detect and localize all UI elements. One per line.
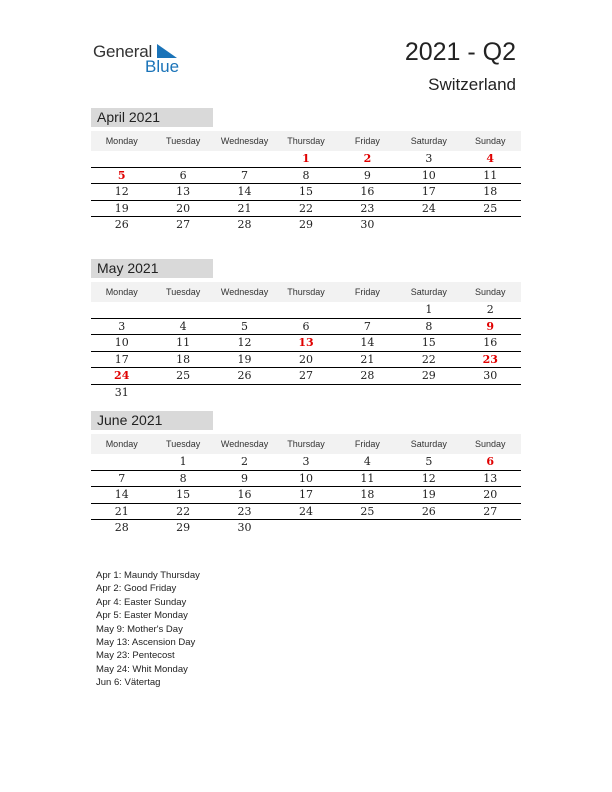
day-cell (152, 151, 213, 167)
day-cell: 15 (176, 488, 191, 501)
day-cell: 14 (237, 185, 252, 198)
day-cell (275, 302, 336, 318)
holiday-item: Apr 5: Easter Monday (96, 610, 188, 622)
logo (93, 42, 193, 78)
day-cell: 14 (360, 336, 375, 349)
day-cell: 10 (298, 471, 313, 485)
month-label: May 2021 (91, 259, 213, 278)
day-cell: 27 (483, 504, 498, 518)
day-cell: 29 (421, 369, 436, 382)
week-row (91, 504, 521, 521)
weekday-header: Sunday (474, 287, 506, 297)
weekday-header: Thursday (287, 439, 325, 449)
day-cell: 8 (425, 319, 433, 333)
week-row (91, 151, 521, 168)
day-cell: 3 (118, 319, 126, 333)
week-row (91, 368, 521, 385)
day-cell: 26 (237, 369, 252, 382)
holiday-item: May 13: Ascension Day (96, 637, 196, 649)
weekday-header-row (91, 434, 521, 454)
day-cell (460, 217, 521, 233)
holiday-item: May 9: Mother's Day (96, 623, 183, 635)
day-cell: 21 (360, 352, 375, 366)
day-cell: 17 (298, 488, 313, 501)
day-cell: 5 (241, 319, 249, 333)
day-cell (152, 302, 213, 318)
weekday-header: Friday (354, 439, 380, 449)
logo-blue-text: Blue (145, 57, 180, 76)
day-cell: 19 (237, 352, 252, 366)
day-cell: 3 (425, 152, 433, 165)
day-cell: 6 (486, 455, 495, 468)
day-cell: 22 (176, 504, 191, 518)
day-cell (460, 520, 521, 536)
day-cell: 22 (298, 201, 313, 215)
day-cell: 25 (176, 369, 191, 382)
day-cell: 13 (298, 336, 314, 349)
day-cell: 20 (483, 488, 498, 501)
weekday-header: Saturday (410, 136, 447, 146)
weekday-header: Wednesday (220, 439, 269, 449)
week-row (91, 302, 521, 319)
day-cell: 26 (114, 218, 129, 231)
week-row (91, 471, 521, 488)
day-cell: 28 (360, 369, 375, 382)
weekday-header: Monday (105, 439, 138, 449)
holiday-item: May 23: Pentecost (96, 650, 175, 662)
day-cell: 22 (421, 352, 436, 366)
day-cell (214, 302, 275, 318)
day-cell: 17 (421, 185, 436, 198)
weekday-header: Monday (105, 136, 138, 146)
day-cell: 7 (241, 168, 249, 182)
day-cell: 24 (114, 369, 130, 382)
day-cell: 11 (176, 336, 191, 349)
day-cell: 21 (114, 504, 129, 518)
day-cell: 17 (114, 352, 129, 366)
day-cell: 3 (302, 455, 310, 468)
day-cell: 7 (363, 319, 371, 333)
day-cell: 18 (360, 488, 375, 501)
day-cell: 26 (421, 504, 436, 518)
weekday-header: Tuesday (166, 136, 201, 146)
day-cell: 24 (298, 504, 313, 518)
day-cell: 11 (360, 471, 375, 485)
holiday-item: Apr 2: Good Friday (96, 583, 177, 595)
day-cell: 27 (298, 369, 313, 382)
day-cell: 13 (483, 471, 498, 485)
day-cell: 18 (483, 185, 498, 198)
month-label: April 2021 (91, 108, 213, 127)
weekday-header: Thursday (287, 287, 325, 297)
holiday-item: May 24: Whit Monday (96, 663, 188, 675)
day-cell: 23 (360, 201, 375, 215)
day-cell: 19 (114, 201, 129, 215)
day-cell (275, 520, 336, 536)
weekday-header: Thursday (287, 136, 325, 146)
day-cell: 4 (179, 319, 187, 333)
day-cell: 4 (486, 152, 495, 165)
week-row (91, 201, 521, 218)
day-cell: 29 (298, 218, 313, 231)
month-june (91, 411, 521, 536)
holiday-item: Apr 4: Easter Sunday (96, 596, 187, 608)
day-cell: 9 (241, 471, 249, 485)
day-cell: 2 (241, 455, 249, 468)
holiday-list (96, 569, 200, 690)
day-cell (337, 520, 398, 536)
page-title: 2021 - Q2 (404, 38, 516, 66)
day-cell: 1 (302, 152, 310, 165)
day-cell: 20 (298, 352, 313, 366)
day-cell: 20 (176, 201, 191, 215)
day-cell (275, 385, 336, 401)
day-cell (91, 151, 152, 167)
day-cell: 10 (114, 336, 129, 349)
day-cell: 18 (176, 352, 191, 366)
day-cell: 28 (114, 521, 129, 534)
day-cell: 11 (483, 168, 498, 182)
day-cell: 9 (363, 168, 371, 182)
day-cell (398, 385, 459, 401)
day-cell (214, 151, 275, 167)
day-cell: 4 (363, 455, 371, 468)
day-cell: 6 (179, 168, 187, 182)
day-cell: 25 (360, 504, 375, 518)
day-cell: 12 (114, 185, 129, 198)
page-subtitle: Switzerland (428, 75, 516, 94)
day-cell: 30 (237, 521, 252, 534)
holiday-item: Apr 1: Maundy Thursday (96, 570, 200, 581)
logo-general-text: General (93, 42, 153, 61)
month-label: June 2021 (91, 411, 213, 430)
day-cell (337, 302, 398, 318)
weekday-header: Tuesday (166, 287, 201, 297)
day-cell: 10 (421, 168, 436, 182)
day-cell (152, 385, 213, 401)
weekday-header-row (91, 131, 521, 151)
day-cell: 9 (486, 319, 495, 333)
week-row (91, 454, 521, 471)
weekday-header: Sunday (474, 136, 506, 146)
weekday-header: Wednesday (220, 287, 269, 297)
day-cell: 2 (486, 303, 494, 316)
day-cell (214, 385, 275, 401)
day-cell: 16 (483, 336, 498, 349)
day-cell: 28 (237, 218, 252, 231)
day-cell: 25 (483, 201, 498, 215)
weekday-header: Friday (354, 136, 380, 146)
day-cell: 30 (483, 369, 498, 382)
day-cell (337, 385, 398, 401)
day-cell (398, 520, 459, 536)
weekday-header: Wednesday (220, 136, 269, 146)
weekday-header: Saturday (410, 287, 447, 297)
day-cell: 12 (421, 471, 436, 485)
day-cell (91, 302, 152, 318)
day-cell (460, 385, 521, 401)
day-cell: 15 (421, 336, 436, 349)
month-april (91, 108, 521, 233)
weekday-header: Tuesday (166, 439, 201, 449)
holiday-item: Jun 6: Vätertag (96, 677, 161, 689)
day-cell: 15 (298, 185, 313, 198)
day-cell: 13 (176, 185, 191, 198)
day-cell: 29 (176, 521, 191, 534)
day-cell: 1 (425, 303, 433, 316)
week-row (91, 487, 521, 504)
week-row (91, 352, 521, 369)
day-cell: 21 (237, 201, 252, 215)
week-row (91, 184, 521, 201)
day-cell: 16 (237, 488, 252, 501)
weekday-header-row (91, 282, 521, 302)
week-row (91, 520, 521, 536)
day-cell: 16 (360, 185, 375, 198)
day-cell (398, 217, 459, 233)
day-cell: 2 (363, 152, 372, 165)
day-cell (91, 454, 152, 470)
day-cell: 23 (482, 352, 498, 366)
week-row (91, 217, 521, 233)
day-cell: 19 (421, 488, 436, 501)
week-row (91, 385, 521, 401)
month-may (91, 259, 521, 400)
week-row (91, 335, 521, 352)
weekday-header: Saturday (410, 439, 447, 449)
day-cell: 12 (237, 336, 252, 349)
day-cell: 24 (421, 201, 436, 215)
day-cell: 1 (179, 455, 187, 468)
day-cell: 6 (302, 319, 310, 333)
day-cell: 5 (425, 455, 433, 468)
weekday-header: Friday (354, 287, 380, 297)
day-cell: 7 (118, 471, 126, 485)
day-cell: 5 (117, 168, 126, 182)
day-cell: 8 (179, 471, 187, 485)
day-cell: 14 (114, 488, 129, 501)
day-cell: 27 (176, 218, 191, 231)
day-cell: 8 (302, 168, 310, 182)
week-row (91, 168, 521, 185)
day-cell: 30 (360, 218, 375, 231)
week-row (91, 319, 521, 336)
weekday-header: Monday (105, 287, 138, 297)
day-cell: 23 (237, 504, 252, 518)
day-cell: 31 (114, 385, 129, 399)
weekday-header: Sunday (474, 439, 506, 449)
